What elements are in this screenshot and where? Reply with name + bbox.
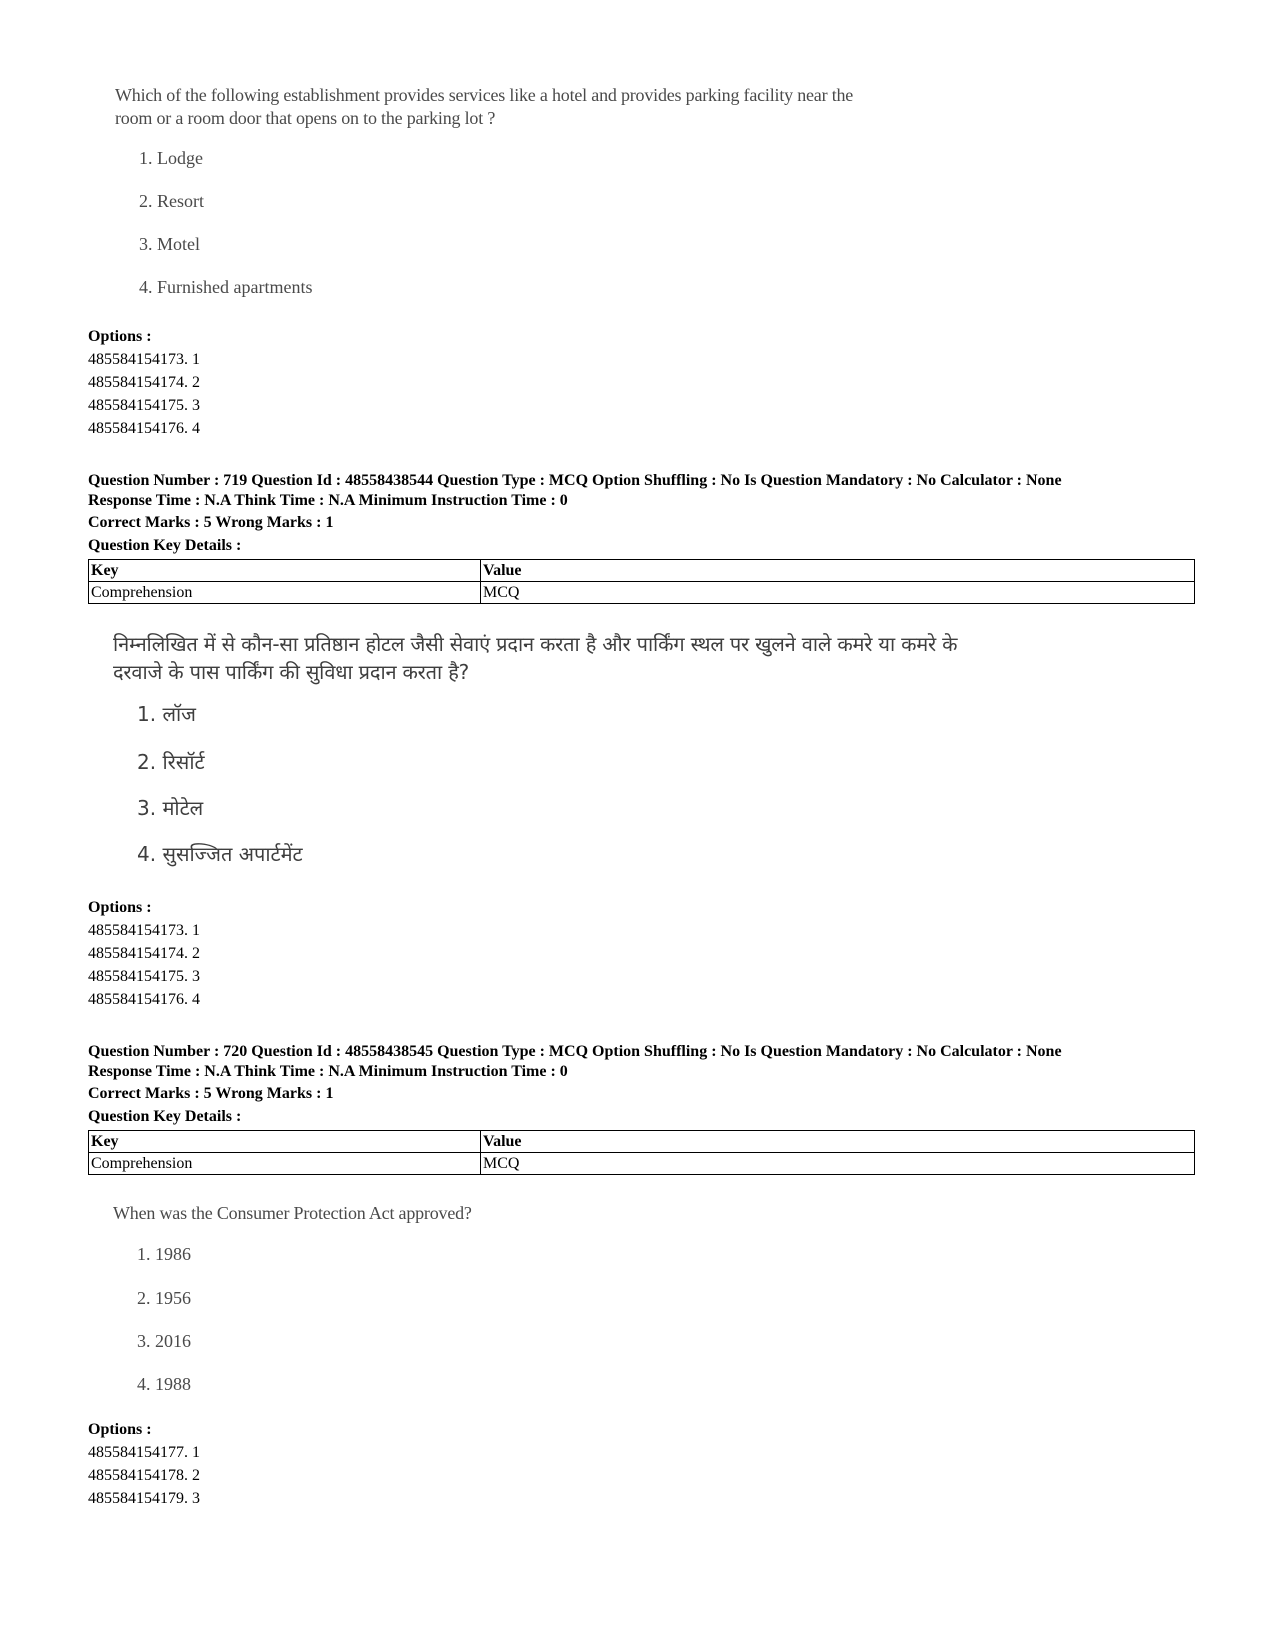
image-option: 4. Furnished apartments — [139, 277, 313, 297]
image-option: 1. 1986 — [137, 1244, 191, 1264]
option-id: 485584154174. 2 — [88, 374, 200, 391]
option-id: 485584154176. 4 — [88, 991, 200, 1008]
image-option: 3. मोटेल — [137, 796, 204, 820]
image-option: 1. लॉज — [137, 702, 197, 726]
option-id: 485584154174. 2 — [88, 945, 200, 962]
question-key-table — [88, 559, 1195, 604]
image-option: 3. 2016 — [137, 1331, 191, 1351]
table-header-value: Value — [481, 560, 1195, 582]
table-row — [89, 582, 1195, 604]
option-id: 485584154176. 4 — [88, 420, 200, 437]
table-header-row — [89, 1131, 1195, 1153]
image-option: 1. Lodge — [139, 148, 203, 168]
table-cell-value: MCQ — [481, 582, 1195, 604]
option-id: 485584154173. 1 — [88, 922, 200, 939]
question-stem-line: When was the Consumer Protection Act approved? — [113, 1203, 472, 1223]
option-id: 485584154175. 3 — [88, 397, 200, 414]
option-id: 485584154177. 1 — [88, 1444, 200, 1461]
image-option: 2. 1956 — [137, 1288, 191, 1308]
image-option: 3. Motel — [139, 234, 200, 254]
table-cell-key: Comprehension — [89, 582, 481, 604]
image-option: 2. रिसॉर्ट — [137, 750, 205, 774]
table-header-row — [89, 560, 1195, 582]
key-details-label: Question Key Details : — [88, 1108, 242, 1125]
table-row — [89, 1153, 1195, 1175]
question-stem-line: Which of the following establishment provides services like a hotel and provides parking facility near the — [115, 85, 854, 105]
options-label: Options : — [88, 328, 152, 345]
table-header-value: Value — [481, 1131, 1195, 1153]
question-meta: Question Number : 719 Question Id : 48558438544 Question Type : MCQ Option Shuffling : No Is Question Mandatory : No Calculator : None — [88, 472, 1062, 489]
table-cell-value: MCQ — [481, 1153, 1195, 1175]
question-718-image — [115, 84, 1015, 314]
question-timing: Response Time : N.A Think Time : N.A Minimum Instruction Time : 0 — [88, 492, 568, 509]
question-key-table — [88, 1130, 1195, 1175]
question-marks: Correct Marks : 5 Wrong Marks : 1 — [88, 1085, 334, 1102]
image-option: 4. सुसज्जित अपार्टमेंट — [137, 842, 303, 866]
table-header-key: Key — [89, 560, 481, 582]
question-meta: Question Number : 720 Question Id : 48558438545 Question Type : MCQ Option Shuffling : No Is Question Mandatory : No Calculator : None — [88, 1043, 1062, 1060]
question-720-image — [113, 1202, 713, 1402]
question-timing: Response Time : N.A Think Time : N.A Minimum Instruction Time : 0 — [88, 1063, 568, 1080]
option-id: 485584154173. 1 — [88, 351, 200, 368]
option-id: 485584154179. 3 — [88, 1490, 200, 1507]
question-stem-line: निम्नलिखित में से कौन-सा प्रतिष्ठान होटल जैसी सेवाएं प्रदान करता है और पार्किंग स्थल पर खुलने वाले कमरे या कमरे के — [113, 632, 958, 656]
question-marks: Correct Marks : 5 Wrong Marks : 1 — [88, 514, 334, 531]
table-cell-key: Comprehension — [89, 1153, 481, 1175]
option-id: 485584154175. 3 — [88, 968, 200, 985]
question-719-image — [113, 630, 1013, 880]
key-details-label: Question Key Details : — [88, 537, 242, 554]
option-id: 485584154178. 2 — [88, 1467, 200, 1484]
question-stem-line: दरवाजे के पास पार्किंग की सुविधा प्रदान करता है? — [113, 660, 470, 684]
question-stem-line: room or a room door that opens on to the parking lot ? — [115, 108, 496, 128]
image-option: 2. Resort — [139, 191, 204, 211]
options-label: Options : — [88, 899, 152, 916]
options-label: Options : — [88, 1421, 152, 1438]
table-header-key: Key — [89, 1131, 481, 1153]
image-option: 4. 1988 — [137, 1374, 191, 1394]
